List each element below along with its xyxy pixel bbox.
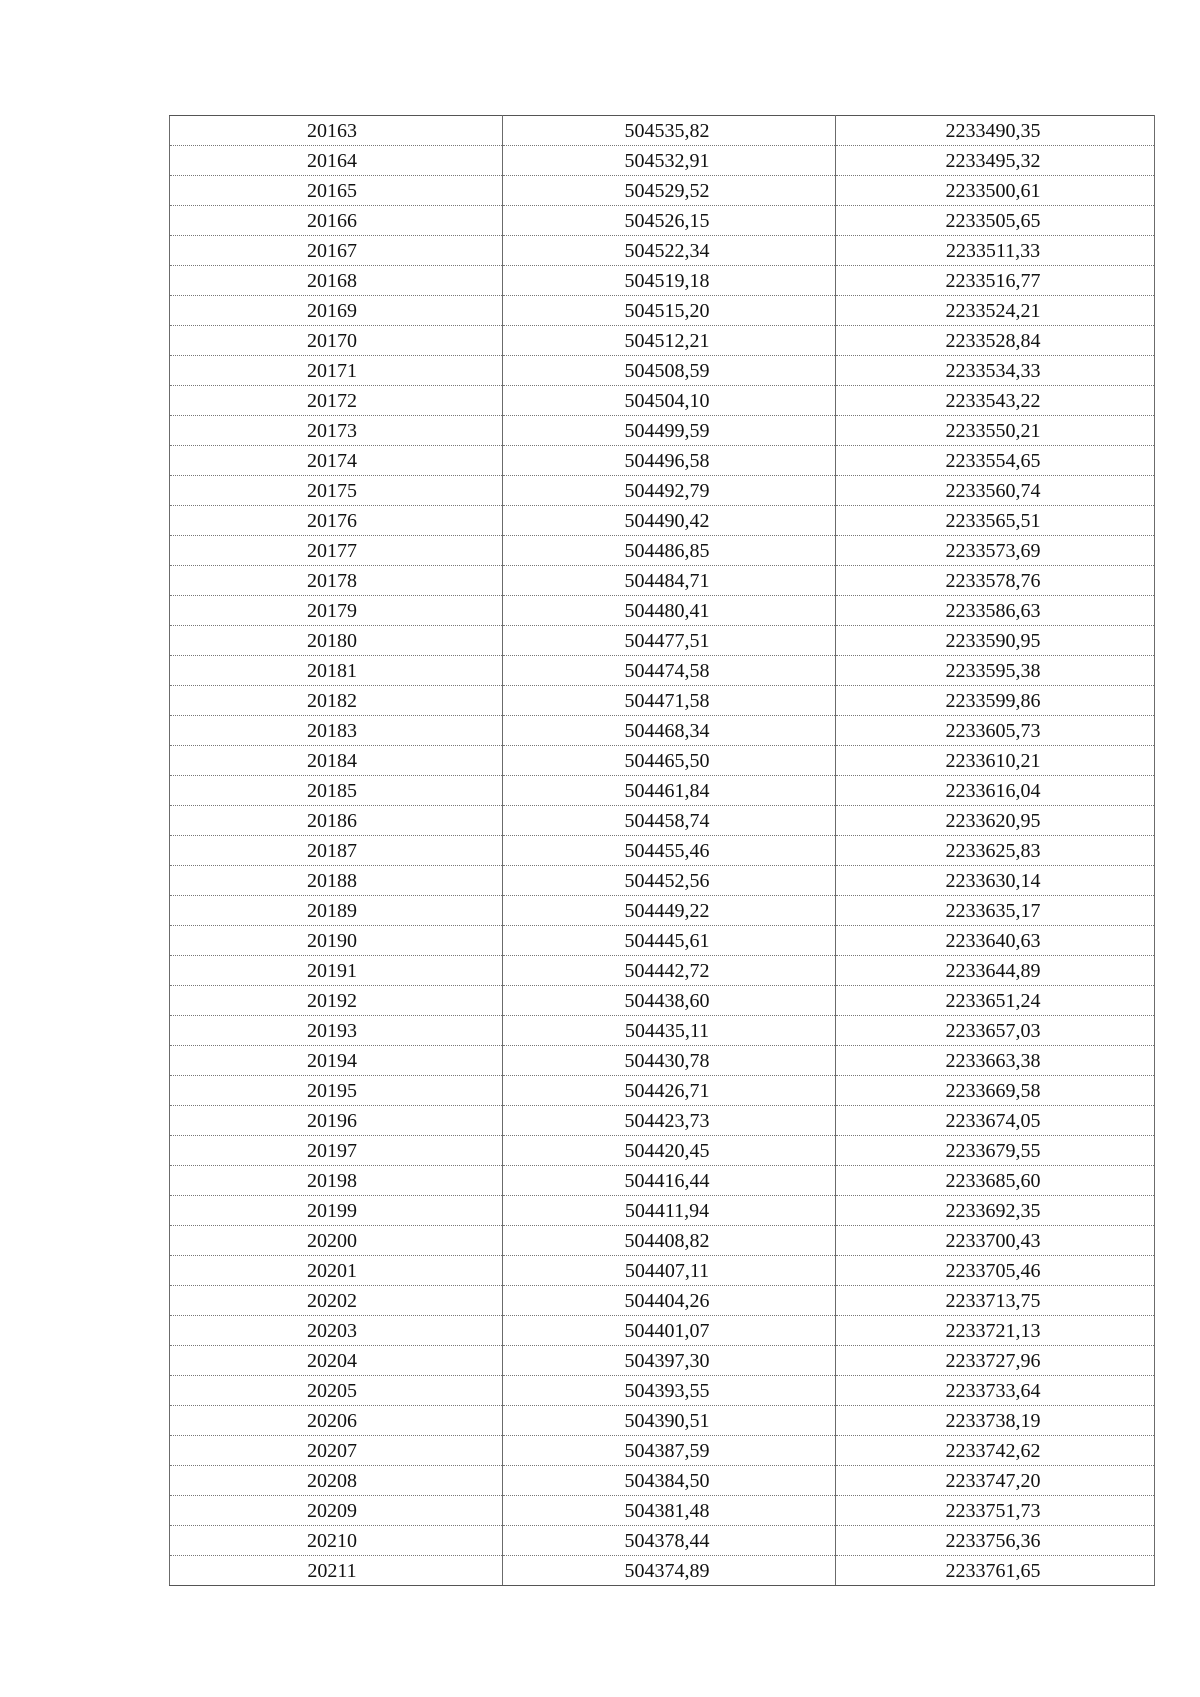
table-row (170, 1016, 1155, 1046)
point-number-cell: 20204 (170, 1346, 503, 1376)
table-row (170, 506, 1155, 536)
x-coordinate-cell: 504492,79 (503, 476, 836, 506)
y-coordinate-cell: 2233713,75 (836, 1286, 1155, 1316)
y-coordinate-cell: 2233751,73 (836, 1496, 1155, 1526)
coordinates-table-body (170, 116, 1155, 1586)
y-coordinate-cell: 2233733,64 (836, 1376, 1155, 1406)
x-coordinate-cell: 504486,85 (503, 536, 836, 566)
point-number-cell: 20172 (170, 386, 503, 416)
table-row (170, 446, 1155, 476)
table-row (170, 1376, 1155, 1406)
table-row (170, 986, 1155, 1016)
point-number-cell: 20164 (170, 146, 503, 176)
y-coordinate-cell: 2233705,46 (836, 1256, 1155, 1286)
x-coordinate-cell: 504393,55 (503, 1376, 836, 1406)
point-number-cell: 20188 (170, 866, 503, 896)
y-coordinate-cell: 2233692,35 (836, 1196, 1155, 1226)
table-row (170, 926, 1155, 956)
y-coordinate-cell: 2233573,69 (836, 536, 1155, 566)
x-coordinate-cell: 504390,51 (503, 1406, 836, 1436)
point-number-cell: 20184 (170, 746, 503, 776)
table-row (170, 266, 1155, 296)
x-coordinate-cell: 504384,50 (503, 1466, 836, 1496)
point-number-cell: 20163 (170, 116, 503, 146)
y-coordinate-cell: 2233669,58 (836, 1076, 1155, 1106)
point-number-cell: 20202 (170, 1286, 503, 1316)
point-number-cell: 20198 (170, 1166, 503, 1196)
y-coordinate-cell: 2233554,65 (836, 446, 1155, 476)
x-coordinate-cell: 504420,45 (503, 1136, 836, 1166)
point-number-cell: 20173 (170, 416, 503, 446)
y-coordinate-cell: 2233495,32 (836, 146, 1155, 176)
point-number-cell: 20195 (170, 1076, 503, 1106)
table-row (170, 746, 1155, 776)
point-number-cell: 20168 (170, 266, 503, 296)
x-coordinate-cell: 504526,15 (503, 206, 836, 236)
y-coordinate-cell: 2233663,38 (836, 1046, 1155, 1076)
y-coordinate-cell: 2233685,60 (836, 1166, 1155, 1196)
x-coordinate-cell: 504477,51 (503, 626, 836, 656)
table-row (170, 116, 1155, 146)
y-coordinate-cell: 2233635,17 (836, 896, 1155, 926)
x-coordinate-cell: 504442,72 (503, 956, 836, 986)
table-row (170, 356, 1155, 386)
y-coordinate-cell: 2233616,04 (836, 776, 1155, 806)
y-coordinate-cell: 2233605,73 (836, 716, 1155, 746)
point-number-cell: 20191 (170, 956, 503, 986)
y-coordinate-cell: 2233490,35 (836, 116, 1155, 146)
table-row (170, 386, 1155, 416)
y-coordinate-cell: 2233756,36 (836, 1526, 1155, 1556)
x-coordinate-cell: 504445,61 (503, 926, 836, 956)
table-row (170, 1166, 1155, 1196)
table-row (170, 1226, 1155, 1256)
y-coordinate-cell: 2233578,76 (836, 566, 1155, 596)
table-row (170, 1406, 1155, 1436)
table-row (170, 1556, 1155, 1586)
y-coordinate-cell: 2233500,61 (836, 176, 1155, 206)
table-row (170, 416, 1155, 446)
x-coordinate-cell: 504438,60 (503, 986, 836, 1016)
x-coordinate-cell: 504529,52 (503, 176, 836, 206)
y-coordinate-cell: 2233630,14 (836, 866, 1155, 896)
point-number-cell: 20189 (170, 896, 503, 926)
y-coordinate-cell: 2233505,65 (836, 206, 1155, 236)
y-coordinate-cell: 2233595,38 (836, 656, 1155, 686)
point-number-cell: 20199 (170, 1196, 503, 1226)
y-coordinate-cell: 2233528,84 (836, 326, 1155, 356)
table-row (170, 146, 1155, 176)
y-coordinate-cell: 2233625,83 (836, 836, 1155, 866)
point-number-cell: 20208 (170, 1466, 503, 1496)
y-coordinate-cell: 2233560,74 (836, 476, 1155, 506)
y-coordinate-cell: 2233640,63 (836, 926, 1155, 956)
table-row (170, 1496, 1155, 1526)
x-coordinate-cell: 504508,59 (503, 356, 836, 386)
table-row (170, 566, 1155, 596)
table-row (170, 686, 1155, 716)
y-coordinate-cell: 2233742,62 (836, 1436, 1155, 1466)
table-row (170, 806, 1155, 836)
point-number-cell: 20196 (170, 1106, 503, 1136)
x-coordinate-cell: 504430,78 (503, 1046, 836, 1076)
x-coordinate-cell: 504404,26 (503, 1286, 836, 1316)
point-number-cell: 20178 (170, 566, 503, 596)
x-coordinate-cell: 504490,42 (503, 506, 836, 536)
table-row (170, 236, 1155, 266)
x-coordinate-cell: 504407,11 (503, 1256, 836, 1286)
y-coordinate-cell: 2233727,96 (836, 1346, 1155, 1376)
point-number-cell: 20166 (170, 206, 503, 236)
x-coordinate-cell: 504449,22 (503, 896, 836, 926)
y-coordinate-cell: 2233516,77 (836, 266, 1155, 296)
x-coordinate-cell: 504512,21 (503, 326, 836, 356)
x-coordinate-cell: 504435,11 (503, 1016, 836, 1046)
x-coordinate-cell: 504378,44 (503, 1526, 836, 1556)
x-coordinate-cell: 504515,20 (503, 296, 836, 326)
table-row (170, 1466, 1155, 1496)
x-coordinate-cell: 504465,50 (503, 746, 836, 776)
y-coordinate-cell: 2233586,63 (836, 596, 1155, 626)
point-number-cell: 20185 (170, 776, 503, 806)
x-coordinate-cell: 504499,59 (503, 416, 836, 446)
table-row (170, 1346, 1155, 1376)
x-coordinate-cell: 504468,34 (503, 716, 836, 746)
x-coordinate-cell: 504535,82 (503, 116, 836, 146)
y-coordinate-cell: 2233590,95 (836, 626, 1155, 656)
y-coordinate-cell: 2233644,89 (836, 956, 1155, 986)
table-row (170, 1046, 1155, 1076)
y-coordinate-cell: 2233511,33 (836, 236, 1155, 266)
table-row (170, 536, 1155, 566)
point-number-cell: 20175 (170, 476, 503, 506)
x-coordinate-cell: 504416,44 (503, 1166, 836, 1196)
x-coordinate-cell: 504522,34 (503, 236, 836, 266)
point-number-cell: 20177 (170, 536, 503, 566)
x-coordinate-cell: 504397,30 (503, 1346, 836, 1376)
x-coordinate-cell: 504374,89 (503, 1556, 836, 1586)
x-coordinate-cell: 504519,18 (503, 266, 836, 296)
x-coordinate-cell: 504484,71 (503, 566, 836, 596)
x-coordinate-cell: 504532,91 (503, 146, 836, 176)
y-coordinate-cell: 2233550,21 (836, 416, 1155, 446)
point-number-cell: 20179 (170, 596, 503, 626)
y-coordinate-cell: 2233543,22 (836, 386, 1155, 416)
x-coordinate-cell: 504455,46 (503, 836, 836, 866)
table-row (170, 626, 1155, 656)
table-row (170, 1526, 1155, 1556)
x-coordinate-cell: 504387,59 (503, 1436, 836, 1466)
table-row (170, 866, 1155, 896)
point-number-cell: 20187 (170, 836, 503, 866)
point-number-cell: 20210 (170, 1526, 503, 1556)
x-coordinate-cell: 504474,58 (503, 656, 836, 686)
y-coordinate-cell: 2233620,95 (836, 806, 1155, 836)
y-coordinate-cell: 2233599,86 (836, 686, 1155, 716)
point-number-cell: 20182 (170, 686, 503, 716)
point-number-cell: 20203 (170, 1316, 503, 1346)
x-coordinate-cell: 504408,82 (503, 1226, 836, 1256)
table-row (170, 596, 1155, 626)
x-coordinate-cell: 504496,58 (503, 446, 836, 476)
x-coordinate-cell: 504401,07 (503, 1316, 836, 1346)
table-row (170, 656, 1155, 686)
x-coordinate-cell: 504480,41 (503, 596, 836, 626)
y-coordinate-cell: 2233674,05 (836, 1106, 1155, 1136)
y-coordinate-cell: 2233524,21 (836, 296, 1155, 326)
point-number-cell: 20183 (170, 716, 503, 746)
point-number-cell: 20205 (170, 1376, 503, 1406)
x-coordinate-cell: 504452,56 (503, 866, 836, 896)
point-number-cell: 20207 (170, 1436, 503, 1466)
x-coordinate-cell: 504471,58 (503, 686, 836, 716)
table-row (170, 1256, 1155, 1286)
point-number-cell: 20192 (170, 986, 503, 1016)
table-row (170, 956, 1155, 986)
point-number-cell: 20176 (170, 506, 503, 536)
x-coordinate-cell: 504381,48 (503, 1496, 836, 1526)
x-coordinate-cell: 504411,94 (503, 1196, 836, 1226)
point-number-cell: 20193 (170, 1016, 503, 1046)
table-row (170, 836, 1155, 866)
point-number-cell: 20197 (170, 1136, 503, 1166)
point-number-cell: 20209 (170, 1496, 503, 1526)
table-row (170, 296, 1155, 326)
y-coordinate-cell: 2233651,24 (836, 986, 1155, 1016)
x-coordinate-cell: 504458,74 (503, 806, 836, 836)
table-row (170, 1316, 1155, 1346)
table-row (170, 716, 1155, 746)
point-number-cell: 20201 (170, 1256, 503, 1286)
y-coordinate-cell: 2233747,20 (836, 1466, 1155, 1496)
table-row (170, 176, 1155, 206)
coordinates-table (169, 115, 1155, 1586)
y-coordinate-cell: 2233534,33 (836, 356, 1155, 386)
y-coordinate-cell: 2233700,43 (836, 1226, 1155, 1256)
y-coordinate-cell: 2233565,51 (836, 506, 1155, 536)
y-coordinate-cell: 2233657,03 (836, 1016, 1155, 1046)
point-number-cell: 20165 (170, 176, 503, 206)
table-row (170, 776, 1155, 806)
table-row (170, 326, 1155, 356)
y-coordinate-cell: 2233610,21 (836, 746, 1155, 776)
table-row (170, 476, 1155, 506)
point-number-cell: 20194 (170, 1046, 503, 1076)
table-row (170, 1196, 1155, 1226)
table-row (170, 896, 1155, 926)
table-row (170, 1436, 1155, 1466)
point-number-cell: 20190 (170, 926, 503, 956)
table-row (170, 1286, 1155, 1316)
x-coordinate-cell: 504426,71 (503, 1076, 836, 1106)
table-row (170, 1076, 1155, 1106)
point-number-cell: 20211 (170, 1556, 503, 1586)
table-row (170, 1136, 1155, 1166)
x-coordinate-cell: 504504,10 (503, 386, 836, 416)
x-coordinate-cell: 504423,73 (503, 1106, 836, 1136)
point-number-cell: 20181 (170, 656, 503, 686)
x-coordinate-cell: 504461,84 (503, 776, 836, 806)
point-number-cell: 20200 (170, 1226, 503, 1256)
point-number-cell: 20174 (170, 446, 503, 476)
y-coordinate-cell: 2233761,65 (836, 1556, 1155, 1586)
point-number-cell: 20167 (170, 236, 503, 266)
y-coordinate-cell: 2233679,55 (836, 1136, 1155, 1166)
y-coordinate-cell: 2233738,19 (836, 1406, 1155, 1436)
y-coordinate-cell: 2233721,13 (836, 1316, 1155, 1346)
table-row (170, 1106, 1155, 1136)
point-number-cell: 20170 (170, 326, 503, 356)
point-number-cell: 20169 (170, 296, 503, 326)
point-number-cell: 20171 (170, 356, 503, 386)
point-number-cell: 20206 (170, 1406, 503, 1436)
point-number-cell: 20180 (170, 626, 503, 656)
table-row (170, 206, 1155, 236)
point-number-cell: 20186 (170, 806, 503, 836)
